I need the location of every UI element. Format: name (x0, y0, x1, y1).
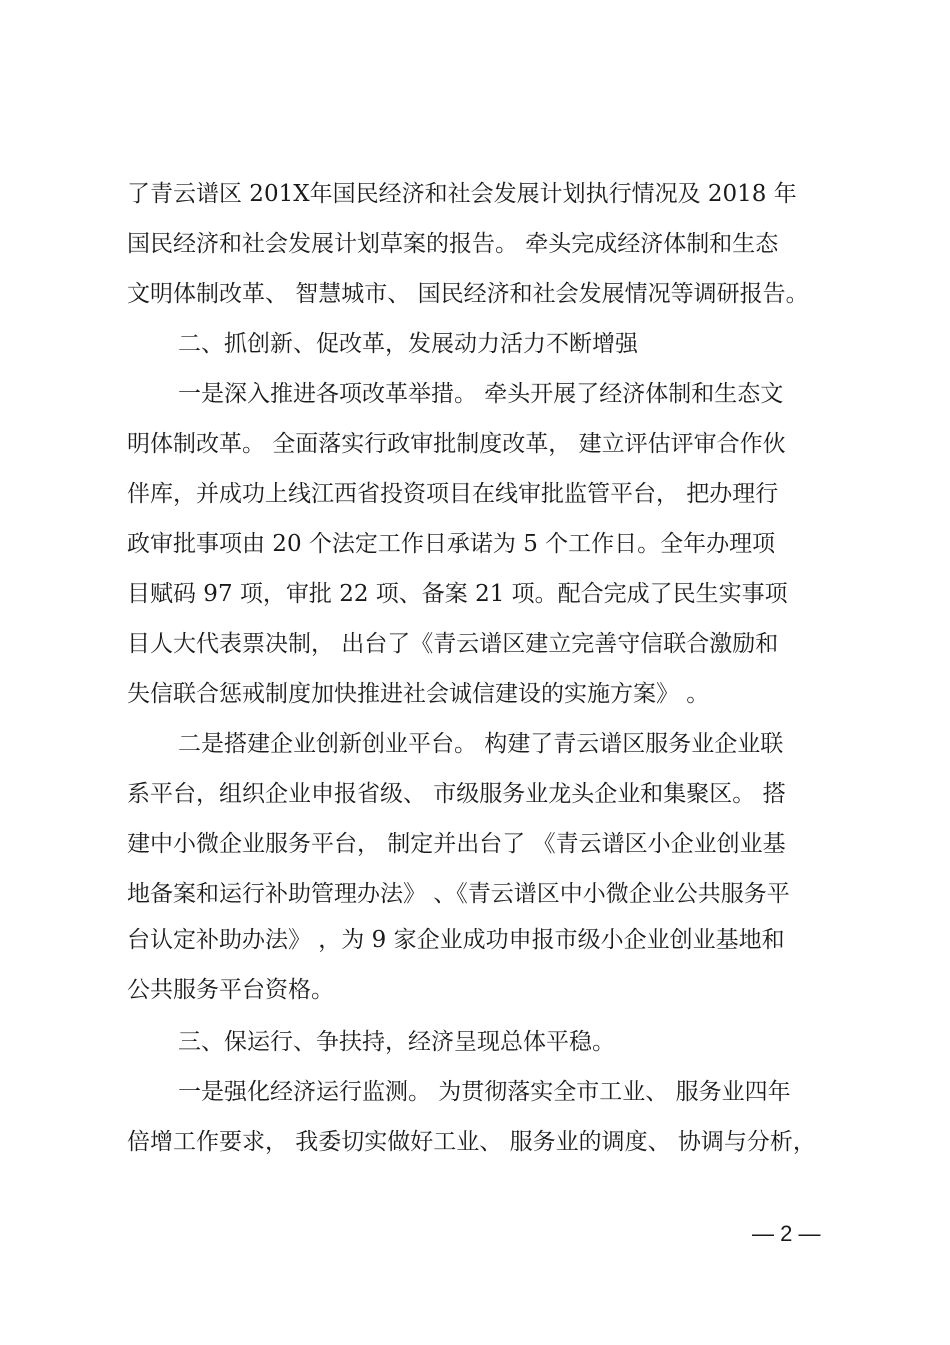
body-text-line: 二是搭建企业创新创业平台。 构建了青云谱区服务业企业联 (178, 731, 784, 757)
section-heading: 三、保运行、争扶持，经济呈现总体平稳。 (178, 1029, 615, 1055)
body-text-line: 失信联合惩戒制度加快推进社会诚信建设的实施方案》 。 (127, 681, 710, 707)
body-text-line: 一是深入推进各项改革举措。 牵头开展了经济体制和生态文 (178, 381, 784, 407)
page-number: — 2 — (752, 1221, 821, 1246)
body-text-line: 系平台，组织企业申报省级、 市级服务业龙头企业和集聚区。 搭 (127, 781, 786, 807)
body-text-line: 一是强化经济运行监测。 为贯彻落实全市工业、 服务业四年 (178, 1079, 791, 1105)
body-text-line: 台认定补助办法》 ，为 9 家企业成功申报市级小企业创业基地和 (127, 927, 785, 953)
body-text-line: 建中小微企业服务平台， 制定并出台了 《青云谱区小企业创业基 (127, 831, 786, 857)
body-text-line: 政审批事项由 20 个法定工作日承诺为 5 个工作日。全年办理项 (127, 531, 776, 557)
section-heading: 二、抓创新、促改革，发展动力活力不断增强 (178, 331, 638, 357)
body-text-line: 文明体制改革、 智慧城市、 国民经济和社会发展情况等调研报告。 (127, 281, 809, 307)
body-text-line: 地备案和运行补助管理办法》 、《青云谱区中小微企业公共服务平 (127, 881, 790, 907)
body-text-line: 国民经济和社会发展计划草案的报告。 牵头完成经济体制和生态 (127, 231, 779, 257)
body-text-line: 倍增工作要求， 我委切实做好工业、 服务业的调度、 协调与分析， (127, 1129, 816, 1155)
body-text-line: 目赋码 97 项，审批 22 项、备案 21 项。配合完成了民生实事项 (127, 581, 788, 607)
body-text-line: 伴库，并成功上线江西省投资项目在线审批监管平台， 把办理行 (127, 481, 779, 507)
body-text-line: 了青云谱区 201X年国民经济和社会发展计划执行情况及 2018 年 (127, 181, 797, 207)
body-text-line: 目人大代表票决制， 出台了《青云谱区建立完善守信联合激励和 (127, 631, 779, 657)
body-text-line: 明体制改革。 全面落实行政审批制度改革， 建立评估评审合作伙 (127, 431, 786, 457)
body-text-line: 公共服务平台资格。 (127, 977, 334, 1003)
